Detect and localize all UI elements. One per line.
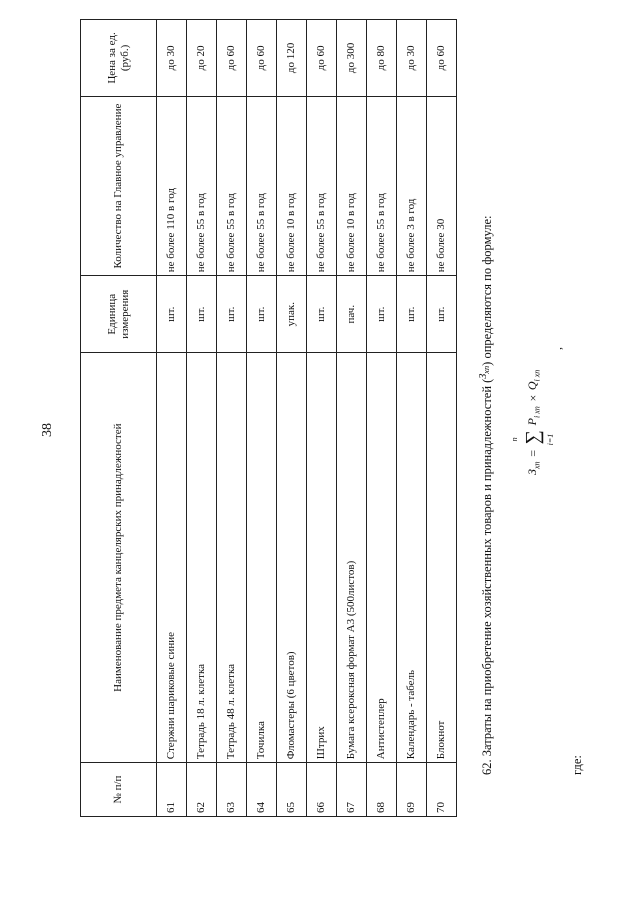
row-number: 65 (277, 763, 307, 817)
formula-q-term: $Q_{i хп}$ (525, 369, 542, 391)
row-price: до 30 (157, 20, 187, 97)
row-number: 67 (337, 763, 367, 817)
paragraph-symbol: Зхп (478, 365, 491, 379)
row-unit: шт. (157, 276, 187, 353)
row-quantity: не более 110 в год (157, 96, 187, 275)
row-number: 70 (427, 763, 457, 817)
where-label: где: (570, 755, 584, 775)
row-unit: шт. (217, 276, 247, 353)
row-unit: упак. (277, 276, 307, 353)
row-number: 66 (307, 763, 337, 817)
row-price: до 60 (307, 20, 337, 97)
row-quantity: не более 55 в год (187, 96, 217, 275)
paragraph-text-after: ) определяются по формуле: (480, 215, 495, 366)
formula (510, 369, 555, 475)
formula-times: × (526, 394, 540, 403)
table-row (217, 20, 247, 817)
formula-trailing-comma: , (550, 347, 564, 350)
row-item-name: Тетрадь 48 л. клетка (217, 353, 247, 763)
formula-sum-lower: i=1 (546, 433, 555, 446)
row-number: 61 (157, 763, 187, 817)
header-unit: Единица измерения (81, 276, 157, 353)
row-quantity: не более 10 в год (337, 96, 367, 275)
row-price: до 60 (217, 20, 247, 97)
formula-sum-sign: ∑ (522, 430, 544, 445)
row-price: до 80 (367, 20, 397, 97)
row-quantity: не более 30 (427, 96, 457, 275)
page-number: 38 (40, 423, 55, 437)
row-quantity: не более 55 в год (247, 96, 277, 275)
row-item-name: Точилка (247, 353, 277, 763)
row-unit: шт. (247, 276, 277, 353)
row-unit: пач. (337, 276, 367, 353)
paragraph-62 (478, 216, 495, 775)
row-number: 62 (187, 763, 217, 817)
row-item-name: Календарь - табель (397, 353, 427, 763)
row-unit: шт. (367, 276, 397, 353)
formula-sum (510, 429, 555, 446)
row-item-name: Антистеплер (367, 353, 397, 763)
row-price: до 60 (247, 20, 277, 97)
row-price: до 120 (277, 20, 307, 97)
row-item-name: Тетрадь 18 л. клетка (187, 353, 217, 763)
row-unit: шт. (187, 276, 217, 353)
row-number: 63 (217, 763, 247, 817)
row-unit: шт. (427, 276, 457, 353)
formula-equals: = (526, 449, 540, 458)
table-row (397, 20, 427, 817)
table-row (307, 20, 337, 817)
header-name: Наименование предмета канцелярских принадлежностей (81, 353, 157, 763)
stationery-table (80, 19, 457, 817)
header-qty: Количество на Главное управление (81, 96, 157, 275)
row-price: до 30 (397, 20, 427, 97)
table-row (337, 20, 367, 817)
table-row (247, 20, 277, 817)
row-quantity: не более 55 в год (307, 96, 337, 275)
table-row (367, 20, 397, 817)
formula-sum-upper: n (510, 437, 519, 442)
table-row (157, 20, 187, 817)
row-quantity: не более 55 в год (367, 96, 397, 275)
header-price: Цена за ед. (руб.) (81, 20, 157, 97)
row-item-name: Штрих (307, 353, 337, 763)
formula-p-term: $P_{i хп}$ (525, 406, 542, 426)
row-item-name: Бумага ксероксная формат А3 (500листов) (337, 353, 367, 763)
paragraph-text-before: 62. Затраты на приобретение хозяйственных товаров и принадлежностей ( (480, 378, 495, 775)
table-row (187, 20, 217, 817)
row-number: 68 (367, 763, 397, 817)
table-body (157, 20, 457, 817)
table-row (277, 20, 307, 817)
row-price: до 60 (427, 20, 457, 97)
row-quantity: не более 3 в год (397, 96, 427, 275)
row-quantity: не более 10 в год (277, 96, 307, 275)
row-unit: шт. (307, 276, 337, 353)
row-price: до 300 (337, 20, 367, 97)
row-quantity: не более 55 в год (217, 96, 247, 275)
table-header-row (81, 20, 157, 817)
row-item-name: Стержни шариковые синие (157, 353, 187, 763)
row-item-name: Фломастеры (6 цветов) (277, 353, 307, 763)
row-item-name: Блокнот (427, 353, 457, 763)
row-price: до 20 (187, 20, 217, 97)
formula-lhs: $З_{хп}$ (525, 461, 542, 475)
header-num: № п/п (81, 763, 157, 817)
row-number: 69 (397, 763, 427, 817)
table-row (427, 20, 457, 817)
row-number: 64 (247, 763, 277, 817)
row-unit: шт. (397, 276, 427, 353)
